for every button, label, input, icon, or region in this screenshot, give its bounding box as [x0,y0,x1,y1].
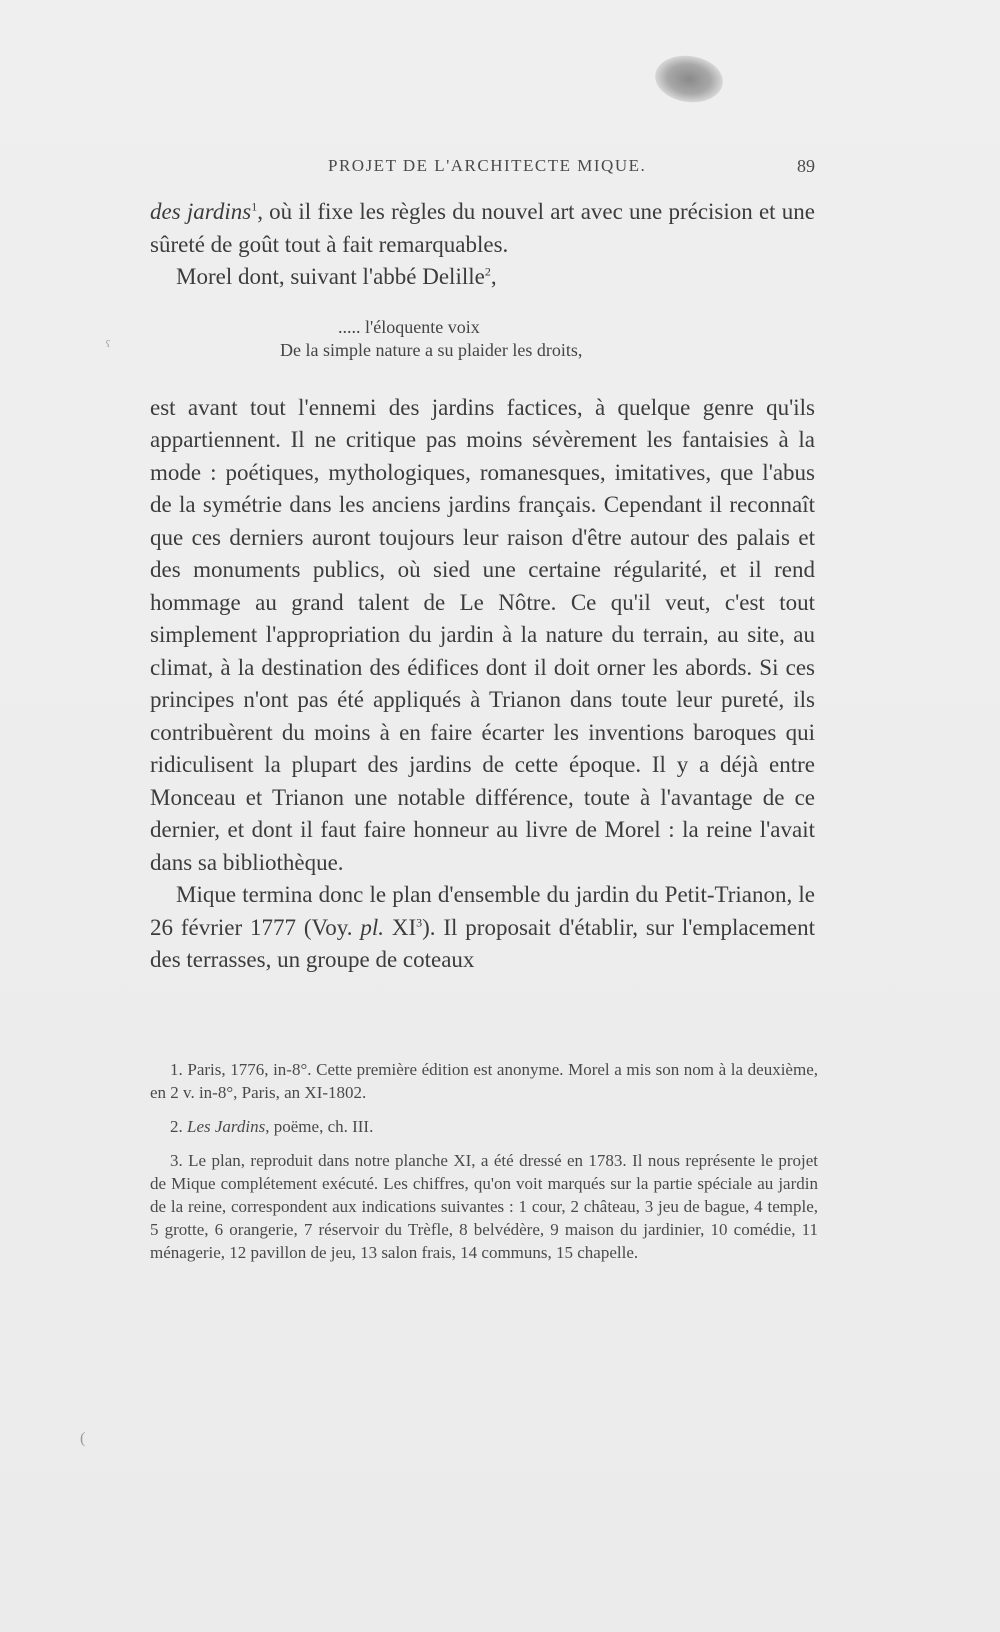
paragraph-4: Mique termina donc le plan d'ensemble du jardin du Petit-Trianon, le 26 février 1777 (Voy. pl. $XI^3$). Il proposait d'établir, sur l'emplacement des terrasses, un groupe de coteaux [150,882,815,972]
footnotes [150,1058,818,1275]
italic-pl: pl. [360,914,384,940]
verse-quote [150,316,815,362]
footnote-ref-1: 1 [251,199,258,214]
margin-mark: ( [80,1430,86,1447]
paragraph-3: est avant tout l'ennemi des jardins factices, à quelque genre qu'ils appartiennent. Il ne critique pas moins sévèrement les fantaisies à la mode : poétiques, mythologiques, romanesques, imitatives, que l'abus de la symétrie dans les anciens jardins français. Cependant il reconnaît que ces derniers auront toujours leur raison d'être autour des palais et des monuments publics, où sied une certaine régularité, et il rend hommage au grand talent de Le Nôtre. Ce qu'il veut, c'est tout simplement l'appropriation du jardin à la nature du terrain, au site, au climat, à la destination des édifices dont il doit orner les abords. Si ces principes n'ont pas été appliqués à Trianon dans toute leur pureté, ils contribuèrent du moins à en faire écarter les inventions baroques qui ridiculisent la plupart des jardins de cette époque. Il y a déjà entre Monceau et Trianon une notable différence, toute à l'avantage de ce dernier, et dont il faut faire honneur au livre de Morel : la reine l'avait dans sa bibliothèque. [150,394,815,875]
main-text [150,196,815,977]
footnote-1: 1. Paris, 1776, in-8°. Cette première édition est anonyme. Morel a mis son nom à la deuxième, en 2 v. in-8°, Paris, an XI-1802. [150,1060,818,1102]
margin-mark: ˁ [106,338,110,355]
verse-line: ..... l'éloquente voix [338,316,480,337]
verse-line: De la simple nature a su plaider les droits, [280,339,583,360]
footnote-ref-3: 3 [416,914,423,929]
italic-title: des jardins [150,199,252,224]
page-header [150,156,815,180]
footnote-ref-2: 2 [484,264,491,279]
ink-stain [652,51,726,106]
paragraph-2: Morel dont, suivant l'abbé Delille$^2$, [176,264,497,289]
footnote-3: 3. Le plan, reproduit dans notre planche XI, a été dressé en 1783. Il nous représente le projet de Mique complétement exécuté. Les chiffres, qu'on voit marqués sur la partie spéciale au jardin de la reine, correspondent aux indications suivantes : 1 cour, 2 château, 3 jeu de bague, 4 temple, 5 grotte, 6 orangerie, 7 réservoir du Trèfle, 8 belvédère, 9 maison du jardinier, 10 comédie, 11 ménagerie, 12 pavillon de jeu, 13 salon frais, 14 communs, 15 chapelle. [150,1151,818,1262]
running-head: PROJET DE L'ARCHITECTE MIQUE. [328,156,647,175]
footnote-2: 2. Les Jardins, poëme, ch. III. [170,1117,374,1136]
page-number: 89 [797,156,815,176]
paragraph-1: des jardins$^1$, où il fixe les règles du nouvel art avec une précision et une sûreté de goût tout à fait remarquables. [150,199,815,257]
